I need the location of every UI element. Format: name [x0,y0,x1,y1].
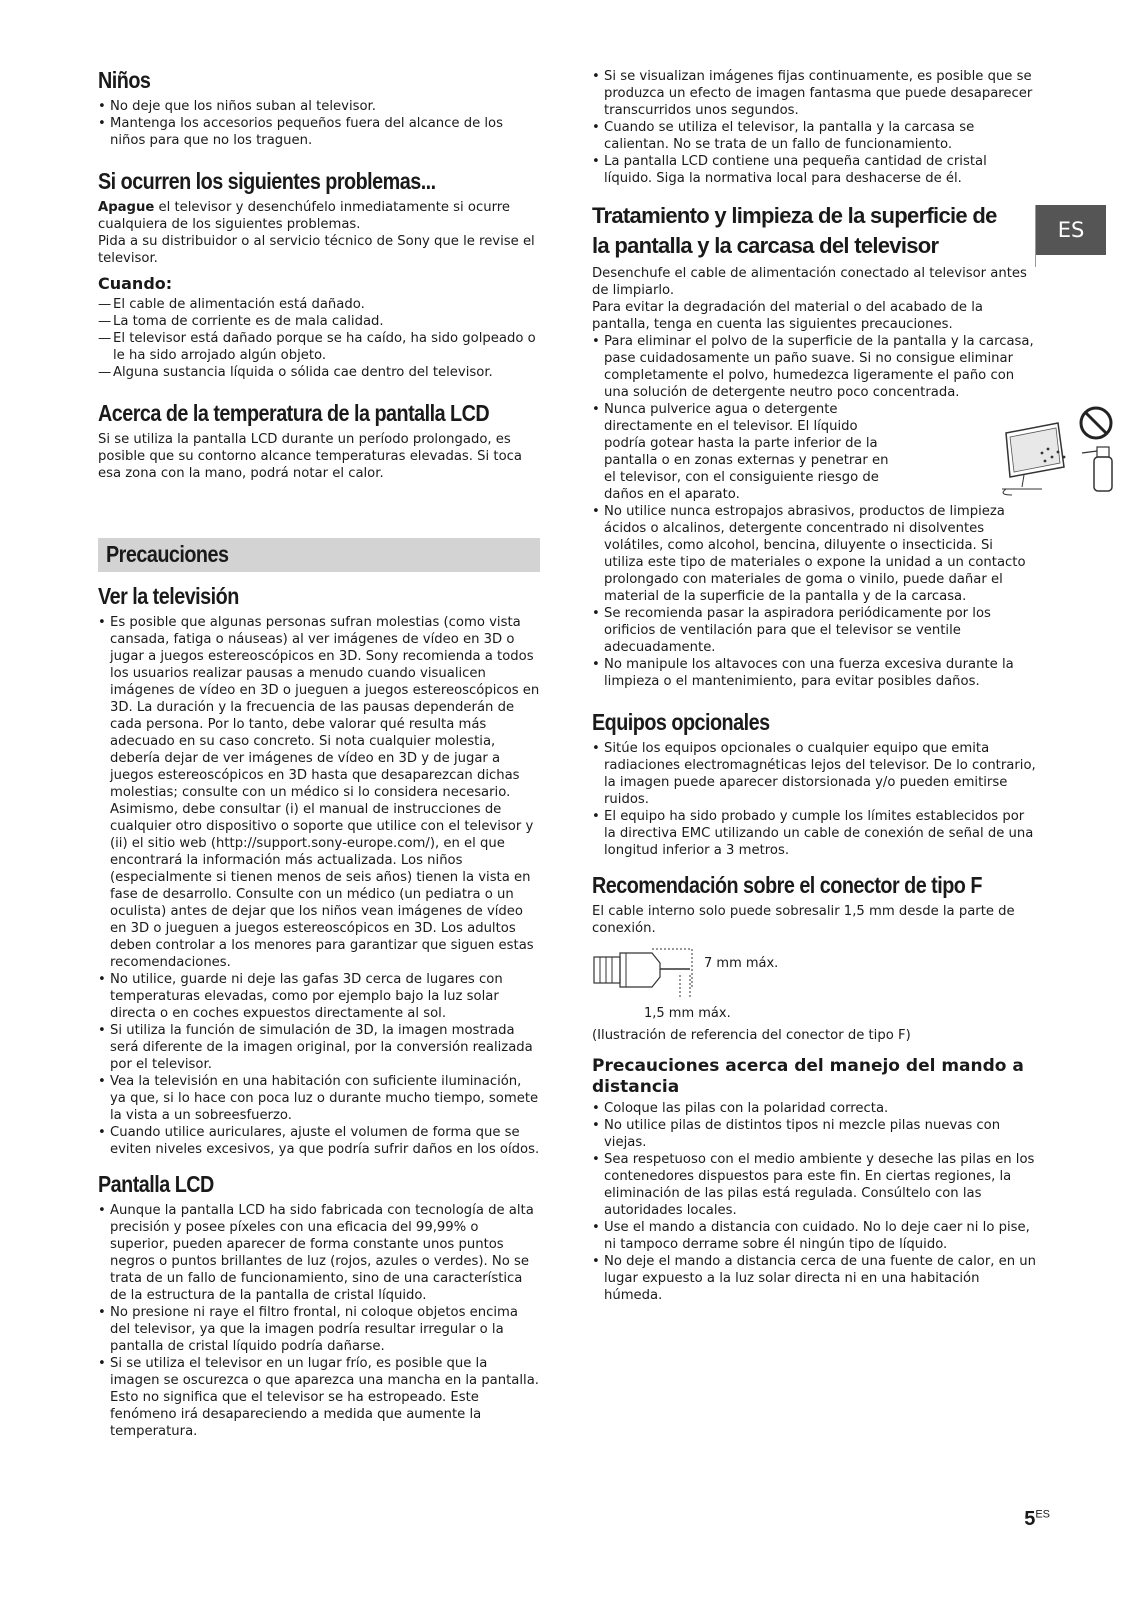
section-title-limpieza: Tratamiento y limpieza de la superficie de la pantalla y la carcasa del televisor [592,203,997,258]
list-item: — Alguna sustancia líquida o sólida cae dentro del televisor. [98,364,540,381]
conector-caption: (Ilustración de referencia del conector de tipo F) [592,1028,911,1043]
label-7mm: 7 mm máx. [704,956,779,971]
right-column [592,68,1036,1304]
section-title-temperatura: Acerca de la temperatura de la pantalla LCD [98,400,490,426]
list-item: • El equipo ha sido probado y cumple los límites establecidos por la directiva EMC utilizando un cable de conexión de señal de una longitud inferior a 3 metros. [592,808,1036,859]
list-item: • No utilice pilas de distintos tipos ni mezcle pilas nuevas con viejas. [592,1117,1036,1151]
limpieza-p2: Para evitar la degradación del material o del acabado de la pantalla, tenga en cuenta las siguientes precauciones. [592,300,983,332]
problemas-intro: Apague el televisor y desenchúfelo inmediatamente si ocurre cualquiera de los siguientes problemas. [98,200,511,232]
list-item: • Se recomienda pasar la aspiradora periódicamente por los orificios de ventilación para que el televisor se ventile adecuadamente. [592,605,1036,656]
temperatura-text: Si se utiliza la pantalla LCD durante un período prolongado, es posible que su contorno alcance temperaturas elevadas. Si toca esa zona con la mano, podrá notar el calor. [98,432,522,481]
conector-text: El cable interno solo puede sobresalir 1,5 mm desde la parte de conexión. [592,904,1015,936]
section-title-mando: Precauciones acerca del manejo del mando a distancia [592,1056,1024,1097]
precauciones-band [98,538,540,572]
limpieza-p1: Desenchufe el cable de alimentación conectado al televisor antes de limpiarlo. [592,266,1027,298]
list-item: • Si se visualizan imágenes fijas continuamente, es posible que se produzca un efecto de imagen fantasma que puede desaparecer transcurridos unos segundos. [592,68,1036,119]
list-item: • No manipule los altavoces con una fuerza excesiva durante la limpieza o el mantenimiento, para evitar posibles daños. [592,656,1036,690]
list-item: — El televisor está dañado porque se ha caído, ha sido golpeado o le ha sido arrojado algún objeto. [98,330,540,364]
list-item: • Mantenga los accesorios pequeños fuera del alcance de los niños para que no los traguen. [98,115,540,149]
list-item: • Cuando se utiliza el televisor, la pantalla y la carcasa se calientan. No se trata de un fallo de funcionamiento. [592,119,1036,153]
list-item: • Sitúe los equipos opcionales o cualquier equipo que emita radiaciones electromagnéticas lejos del televisor. De lo contrario, la imagen puede aparecer distorsionada y/o pueden emitirse ruidos. [592,740,1036,808]
language-tab: ES [1036,205,1106,255]
cuando-heading: Cuando: [98,274,173,293]
f-connector-illustration [592,945,892,1021]
limpieza-list [592,333,1036,690]
page-number: $5^{ES}$ [1024,1508,1050,1530]
list-item: — El cable de alimentación está dañado. [98,296,540,313]
mando-list [592,1100,1036,1304]
list-item: • Aunque la pantalla LCD ha sido fabricada con tecnología de alta precisión y posee píxeles con una eficacia del 99,99% o superior, pueden aparecer de forma constante unos puntos negros o puntos brillantes de luz (rojos, azules o verdes). No se trata de un fallo de funcionamiento, sino de una característica de la estructura de la pantalla de cristal líquido. [98,1202,540,1304]
equipos-list [592,740,1036,859]
f-connector-icon [592,945,712,1007]
list-item: • No utilice, guarde ni deje las gafas 3D cerca de lugares con temperaturas elevadas, como por ejemplo bajo la luz solar directa o en coches expuestos directamente al sol. [98,971,540,1022]
list-item: • Sea respetuoso con el medio ambiente y deseche las pilas en los contenedores dispuestos para este fin. En ciertas regiones, la eliminación de las pilas está regulada. Consúltelo con las autoridades locales. [592,1151,1036,1219]
list-item: • La pantalla LCD contiene una pequeña cantidad de cristal líquido. Siga la normativa local para deshacerse de él. [592,153,1036,187]
list-item: • Cuando utilice auriculares, ajuste el volumen de forma que se eviten niveles excesivos, ya que podría sufrir daños en los oídos. [98,1124,540,1158]
section-title-equipos: Equipos opcionales [592,709,770,735]
section-title-problemas: Si ocurren los siguientes problemas... [98,168,436,194]
problemas-intro2: Pida a su distribuidor o al servicio técnico de Sony que le revise el televisor. [98,234,535,266]
list-item: • Si utiliza la función de simulación de 3D, la imagen mostrada será diferente de la imagen original, por la conversión realizada por el televisor. [98,1022,540,1073]
section-title-ver-tv: Ver la televisión [98,583,239,609]
ninos-list [98,98,540,149]
label-1-5mm: 1,5 mm máx. [644,1006,731,1021]
ver-tv-list [98,614,540,1158]
list-item: • Coloque las pilas con la polaridad correcta. [592,1100,1036,1117]
pantalla-lcd-list-cont [592,68,1036,187]
problemas-list [98,296,540,381]
list-item: • No utilice nunca estropajos abrasivos, productos de limpieza ácidos o alcalinos, detergente concentrado ni disolventes volátiles, como alcohol, bencina, diluyente o insecticida. Si utiliza este tipo de materiales o expone la unidad a un contacto prolongado con materiales de goma o vinilo, puede dañar el material de la superficie de la pantalla y de la carcasa. [592,503,1036,605]
list-item: • No deje el mando a distancia cerca de una fuente de calor, en un lugar expuesto a la luz solar directa ni en una habitación húmeda. [592,1253,1036,1304]
section-title-pantalla-lcd: Pantalla LCD [98,1171,214,1197]
section-title-conector: Recomendación sobre el conector de tipo F [592,872,982,898]
left-column [98,66,540,1440]
list-item: • No deje que los niños suban al televisor. [98,98,540,115]
list-item: • Para eliminar el polvo de la superficie de la pantalla y la carcasa, pase cuidadosamente un paño suave. Si no consigue eliminar completamente el polvo, humedezca ligeramente el paño con una solución de detergente neutro poco concentrada. [592,333,1036,401]
chapter-title-precauciones: Precauciones [106,541,229,567]
list-item: • Nunca pulverice agua o detergente directamente en el televisor. El líquido podría gotear hasta la parte inferior de la pantalla o en zonas externas y penetrar en el televisor, con el consiguiente riesgo de daños en el aparato. [592,401,894,503]
list-item: • Es posible que algunas personas sufran molestias (como vista cansada, fatiga o náuseas) al ver imágenes de vídeo en 3D o jugar a juegos estereoscópicos en 3D. Sony recomienda a todos los usuarios realizar pausas a menudo cuando visualicen imágenes de vídeo en 3D o jueguen a juegos estereoscópicos en 3D. La duración y la frecuencia de las pausas dependerán de cada persona. Por lo tanto, debe valorar qué resulta más adecuado en su caso concreto. Si nota cualquier molestia, debería dejar de ver imágenes de vídeo en 3D y de jugar a juegos estereoscópicos en 3D hasta que desaparezcan dichas molestias; consulte con un médico si lo considera necesario. Asimismo, debe consultar (i) el manual de instrucciones de cualquier otro dispositivo o soporte que utilice con el televisor y (ii) el sitio web (http://support.sony-europe.com/), en el que encontrará la información más actualizada. Los niños (especialmente si tienen menos de seis años) tienen la vista en fase de desarrollo. Consulte con un médico (un pediatra o un oculista) antes de dejar que los niños vean imágenes de vídeo en 3D o jueguen a juegos estereoscópicos en 3D. Los adultos deben controlar a los menores para garantizar que siguen estas recomendaciones. [98,614,540,971]
list-item: • Vea la televisión en una habitación con suficiente iluminación, ya que, si lo hace con poca luz o durante mucho tiempo, somete la vista a un sobreesfuerzo. [98,1073,540,1124]
pantalla-lcd-list [98,1202,540,1440]
list-item: — La toma de corriente es de mala calidad. [98,313,540,330]
section-title-ninos: Niños [98,67,151,93]
no-spray-tv-icon [998,405,1118,497]
list-item: • Use el mando a distancia con cuidado. No lo deje caer ni lo pise, ni tampoco derrame sobre él ningún tipo de líquido. [592,1219,1036,1253]
list-item: • No presione ni raye el filtro frontal, ni coloque objetos encima del televisor, ya que la imagen podría resultar irregular o la pantalla de cristal líquido podría dañarse. [98,1304,540,1355]
list-item: • Si se utiliza el televisor en un lugar frío, es posible que la imagen se oscurezca o que aparezca una mancha en la pantalla. Esto no significa que el televisor se ha estropeado. Este fenómeno irá desapareciendo a medida que aumente la temperatura. [98,1355,540,1440]
